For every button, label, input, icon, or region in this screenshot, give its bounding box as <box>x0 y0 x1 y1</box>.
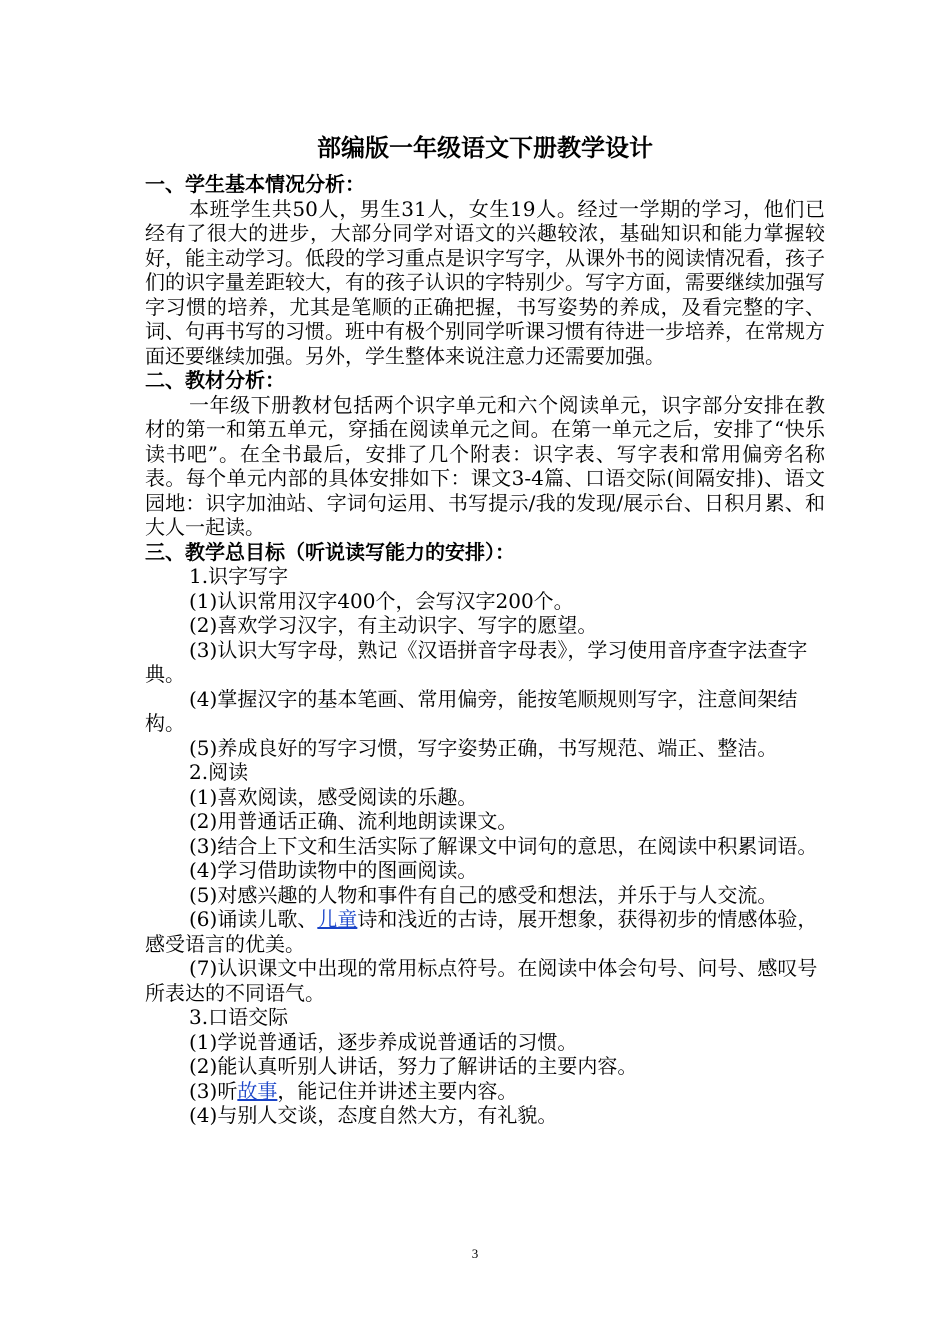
list-item: (1)学说普通话，逐步养成说普通话的习惯。 <box>189 1029 578 1054</box>
list-item: (5)对感兴趣的人物和事件有自己的感受和想法，并乐于与人交流。 <box>189 882 778 907</box>
subsection-label-oral-communication: 3.口语交际 <box>189 1005 289 1029</box>
list-item: (2)喜欢学习汉字，有主动识字、写字的愿望。 <box>189 613 598 637</box>
list-item: (3)结合上下文和生活实际了解课文中词句的意思，在阅读中积累词语。 <box>189 833 818 858</box>
list-item <box>145 907 825 956</box>
page-number: 3 <box>471 1246 479 1261</box>
document-page <box>145 130 825 1128</box>
list-item <box>145 1079 825 1104</box>
list-item: (4)与别人交谈，态度自然大方，有礼貌。 <box>189 1103 558 1127</box>
item-text: (6)诵读儿歌、 <box>189 907 318 931</box>
item-text: 诗和浅近的古诗，展开想象，获得初步的情感体验，感受语言的优美。 <box>145 907 818 956</box>
section-heading-textbook-analysis: 二、教材分析： <box>145 368 285 392</box>
section-heading-student-analysis: 一、学生基本情况分析： <box>145 172 365 196</box>
item-text: ，能记住并讲述主要内容。 <box>277 1078 518 1103</box>
student-analysis-paragraph: 本班学生共50人，男生31人，女生19人。经过一学期的学习，他们已经有了很大的进步，大部分同学对语文的兴趣较浓，基础知识和能力掌握较好，能主动学习。低段的学习重点是识字写字，从课外书的阅读情况看，孩子们的识字量差距较大，有的孩子认识的字特别少。写字方面，需要继续加强写字习惯的培养，尤其是笔顺的正确把握，书写姿势的养成，及看完整的字、词、句再书写的习惯。班中有极个别同学听课习惯有待进一步培养，在常规方面还要继续加强。另外，学生整体来说注意力还需要加强。 <box>145 196 825 368</box>
list-item: (4)掌握汉字的基本笔画、常用偏旁，能按笔顺规则写字，注意间架结构。 <box>145 686 798 735</box>
textbook-analysis-paragraph: 一年级下册教材包括两个识字单元和六个阅读单元，识字部分安排在教材的第一和第五单元，穿插在阅读单元之间。在第一单元之后，安排了“快乐读书吧”。在全书最后，安排了几个附表：识字表、写字表和常用偏旁名称表。每个单元内部的具体安排如下：课文3-4篇、口语交际(间隔安排)、语文园地：识字加油站、字词句运用、书写提示/我的发现/展示台、日积月累、和大人一起读。 <box>145 392 825 539</box>
item-text: (3)听 <box>189 1078 238 1103</box>
story-link[interactable]: 故事 <box>237 1078 278 1103</box>
list-item: (5)养成良好的写字习惯，写字姿势正确，书写规范、端正、整洁。 <box>189 735 778 760</box>
subsection-label-literacy: 1.识字写字 <box>189 564 289 588</box>
list-item: (2)用普通话正确、流利地朗读课文。 <box>189 809 518 833</box>
children-link[interactable]: 儿童 <box>317 907 358 931</box>
list-item: (1)认识常用汉字400个，会写汉字200个。 <box>189 588 574 613</box>
page-title: 部编版一年级语文下册教学设计 <box>317 134 653 162</box>
section-heading-teaching-goals: 三、教学总目标（听说读写能力的安排）： <box>145 539 515 564</box>
list-item: (4)学习借助读物中的图画阅读。 <box>189 858 478 882</box>
list-item: (3)认识大写字母，熟记《汉语拼音字母表》，学习使用音序查字法查字典。 <box>145 637 808 686</box>
subsection-label-reading: 2.阅读 <box>189 760 249 784</box>
list-item: (2)能认真听别人讲话，努力了解讲话的主要内容。 <box>189 1054 638 1078</box>
list-item: (7)认识课文中出现的常用标点符号。在阅读中体会句号、问号、感叹号所表达的不同语气。 <box>145 956 818 1005</box>
list-item: (1)喜欢阅读，感受阅读的乐趣。 <box>189 784 478 809</box>
